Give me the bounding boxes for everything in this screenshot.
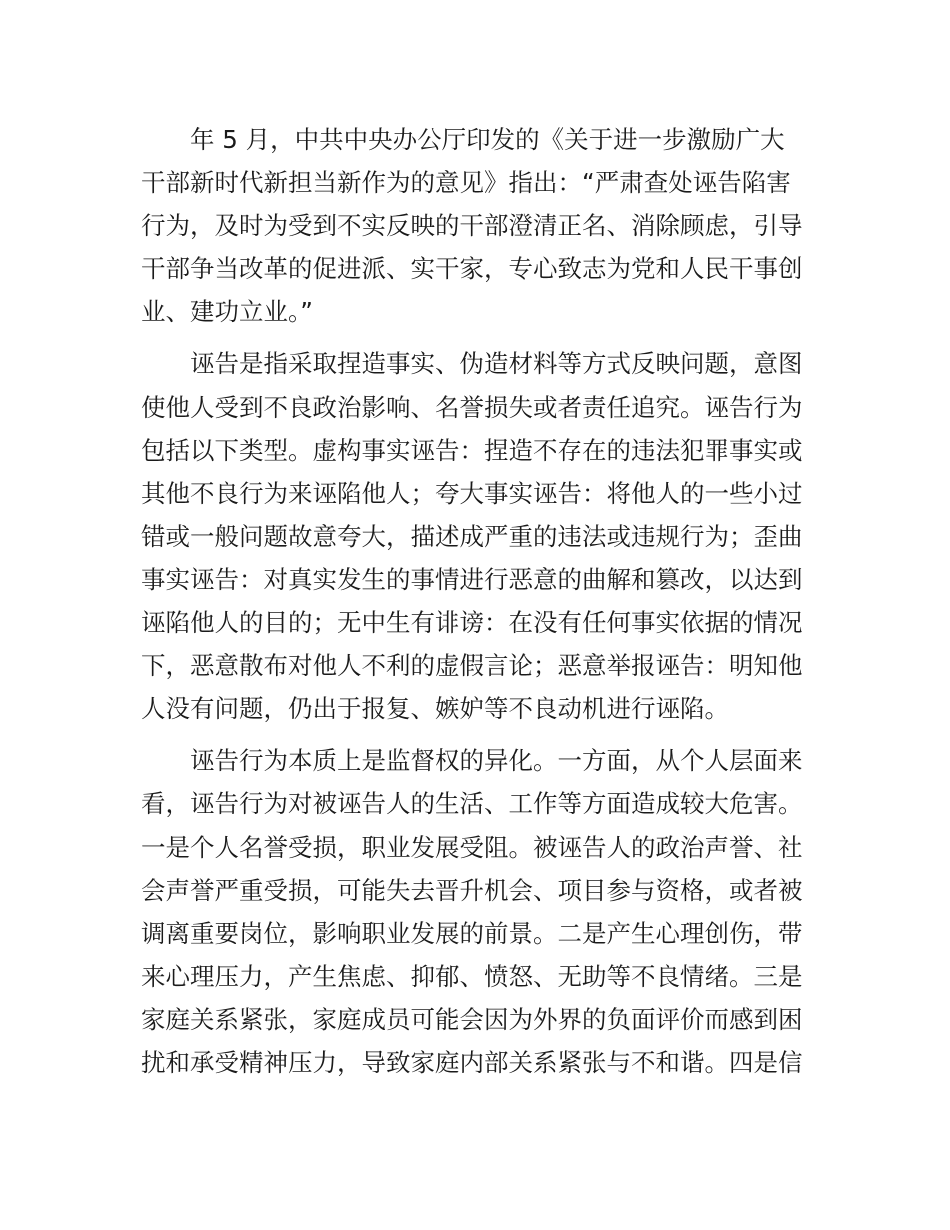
- text-line: 包括以下类型。虚构事实诬告：捏造不存在的违法犯罪事实或: [141, 435, 803, 465]
- text-line: 下，恶意散布对他人不利的虚假言论；恶意举报诬告：明知他: [141, 651, 803, 681]
- text-line: 诬告是指采取捏造事实、伪造材料等方式反映问题，意图: [190, 349, 803, 379]
- text-line: 来心理压力，产生焦虑、抑郁、愤怒、无助等不良情绪。三是: [141, 961, 803, 991]
- text-line: 会声誉严重受损，可能失去晋升机会、项目参与资格，或者被: [141, 875, 803, 905]
- text-line: 诬陷他人的目的；无中生有诽谤：在没有任何事实依据的情况: [141, 608, 803, 638]
- text-line: 其他不良行为来诬陷他人；夸大事实诬告：将他人的一些小过: [141, 478, 803, 508]
- text-line: 一是个人名誉受损，职业发展受阻。被诬告人的政治声誉、社: [141, 832, 803, 862]
- document-body: [141, 118, 814, 1084]
- text-line: 家庭关系紧张，家庭成员可能会因为外界的负面评价而感到困: [141, 1004, 803, 1034]
- text-line: 调离重要岗位，影响职业发展的前景。二是产生心理创伤，带: [141, 918, 803, 948]
- text-line: 干部争当改革的促进派、实干家，专心致志为党和人民干事创: [141, 254, 803, 284]
- paragraph-1: [141, 118, 814, 333]
- text-line: 人没有问题，仍出于报复、嫉妒等不良动机进行诬陷。: [141, 694, 729, 724]
- text-line: 看，诬告行为对被诬告人的生活、工作等方面造成较大危害。: [141, 789, 803, 819]
- text-line: 错或一般问题故意夸大，描述成严重的违法或违规行为；歪曲: [141, 521, 803, 551]
- paragraph-2: [141, 342, 814, 730]
- text-line: 扰和承受精神压力，导致家庭内部关系紧张与不和谐。四是信: [141, 1047, 803, 1077]
- text-line: 干部新时代新担当新作为的意见》指出：“严肃查处诬告陷害: [141, 168, 791, 198]
- paragraph-3: [141, 739, 814, 1084]
- text-line: 行为，及时为受到不实反映的干部澄清正名、消除顾虑，引导: [141, 211, 803, 241]
- text-line: 诬告行为本质上是监督权的异化。一方面，从个人层面来: [190, 746, 803, 776]
- text-line: 业、建功立业。”: [141, 297, 313, 327]
- text-line: 使他人受到不良政治影响、名誉损失或者责任追究。诬告行为: [141, 392, 803, 422]
- text-line: 事实诬告：对真实发生的事情进行恶意的曲解和篡改，以达到: [141, 564, 803, 594]
- text-line: 年 5 月，中共中央办公厅印发的《关于进一步激励广大: [190, 125, 785, 154]
